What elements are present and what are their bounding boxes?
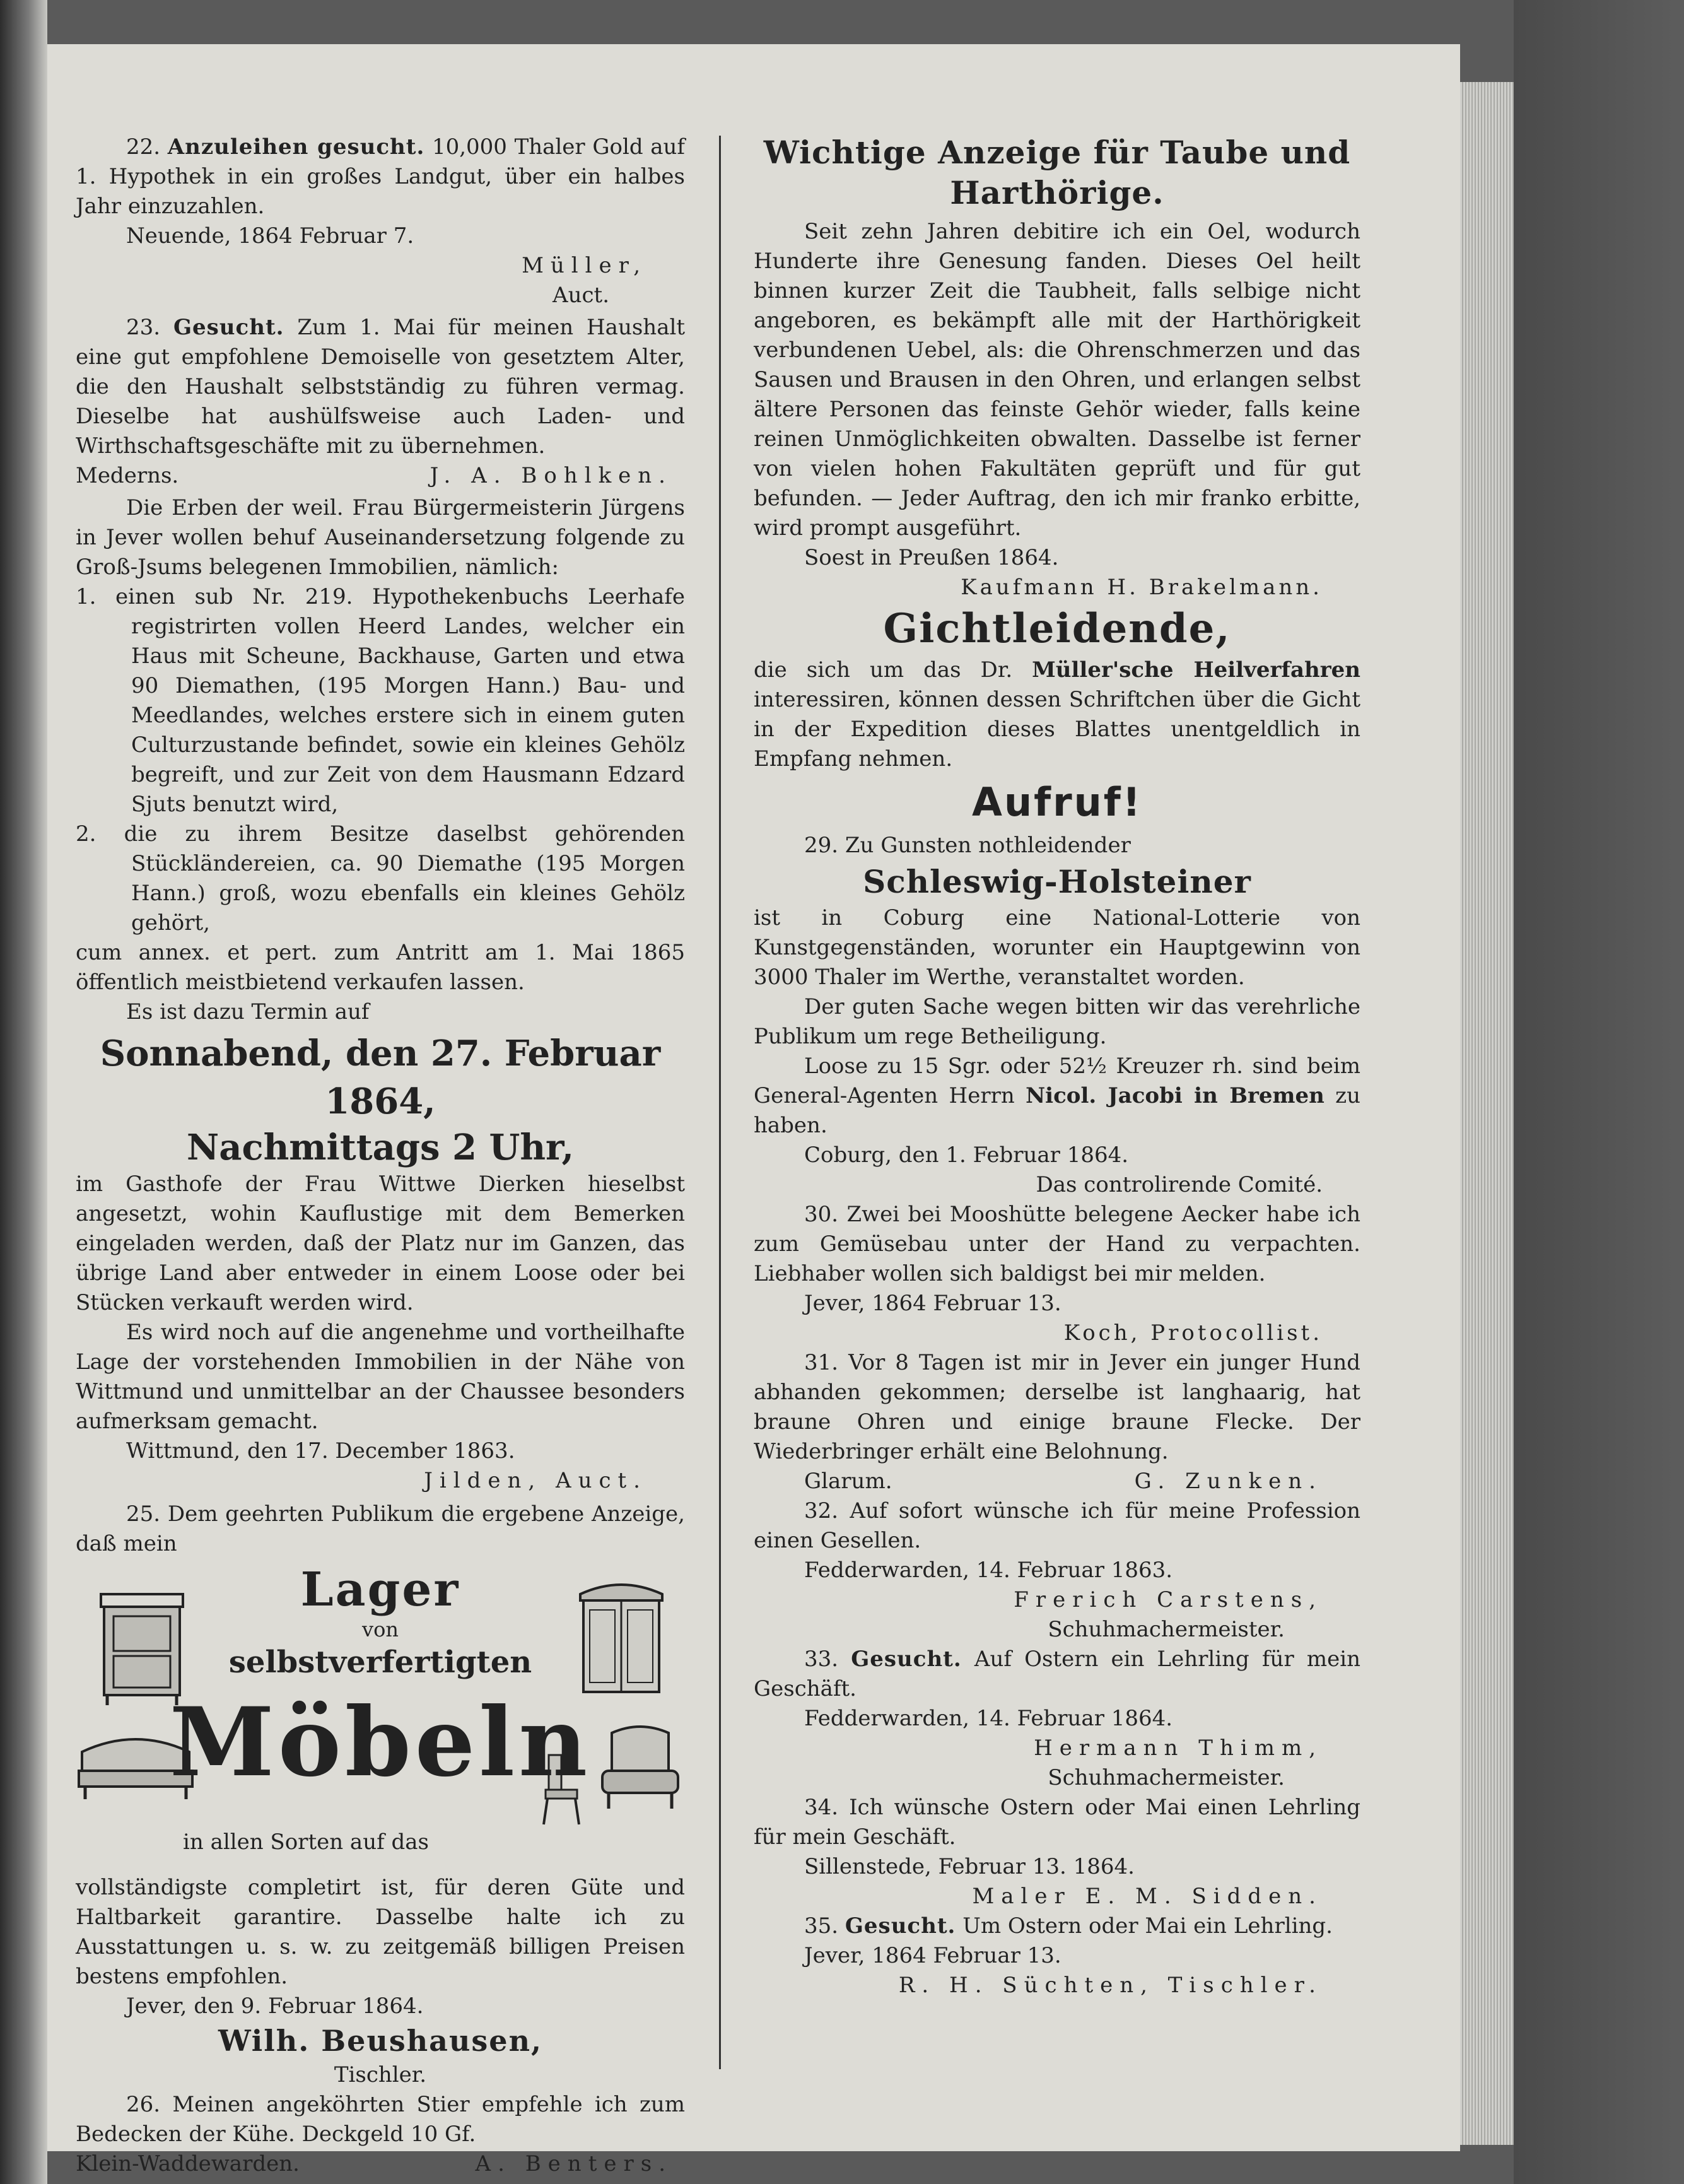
gout-body-a: die sich um das Dr. (754, 657, 1032, 683)
ad-place: Glarum. (804, 1469, 892, 1494)
auction-time-headline: Nachmittags 2 Uhr, (187, 1127, 574, 1168)
column-divider (719, 136, 721, 2069)
ad-32-signer-title: Schuhmachermeister. (1048, 1617, 1285, 1642)
ad-33 (754, 1645, 1360, 1704)
ad-26: 26. Meinen angeköhrten Stier empfehle ich zum Bedecken der Kühe. Deckgeld 10 Gf. (76, 2092, 685, 2147)
ad-body: Auf Ostern ein Lehrling für mein Geschäft. (754, 1647, 1360, 1701)
ad-number: 33. (804, 1647, 839, 1672)
ad-35-date: Jever, 1864 Februar 13. (804, 1943, 1061, 1968)
ad-29-body-2: Der guten Sache wegen bitten wir das verehrliche Publikum um rege Betheiligung. (754, 994, 1360, 1049)
ad-32-date: Fedderwarden, 14. Februar 1863. (804, 1558, 1173, 1583)
ad-signer: A. Benters. (475, 2151, 672, 2176)
deaf-ad-signer: Kaufmann H. Brakelmann. (961, 575, 1323, 600)
gout-ad-title: Gichtleidende, (883, 605, 1231, 652)
ad-place: Klein-Waddewarden. (76, 2151, 300, 2176)
ad-selbst-headline: selbstverfertigten (228, 1645, 532, 1680)
ad-29-body-3 (754, 1052, 1360, 1141)
gout-body-c: interessiren, können dessen Schriftchen über die Gicht in der Expedition dieses Blattes unentgeldlich in Empfang nehmen. (754, 687, 1360, 772)
ad-body: 10,000 Thaler Gold auf 1. Hypothek in ein großes Landgut, über ein halbes Jahr einzuzahlen. (76, 134, 685, 219)
appeal-title: Aufruf! (971, 779, 1143, 825)
ad-29-date: Coburg, den 1. Februar 1864. (804, 1142, 1129, 1168)
auction-body-2: im Gasthofe der Frau Wittwe Dierken hieselbst angesetzt, wohin Kauflustige mit dem Bemerken eingeladen werden, daß der Platz nur im Ganzen, das übrige Land aber entweder in einem Loose oder bei Stücken verkauft werden wird. (76, 1171, 685, 1315)
ad-body: Um Ostern oder Mai ein Lehrling. (962, 1913, 1333, 1939)
ad-29-body: ist in Coburg eine National-Lotterie von Kunstgegenständen, worunter ein Hauptgewinn von 3000 Thaler im Werthe, veranstaltet worden. (754, 905, 1360, 990)
ad-signer: G. Zunken. (1134, 1469, 1323, 1494)
ad-30-signer: Koch, Protocollist. (1063, 1320, 1323, 1346)
ad-26-footer (76, 2149, 685, 2179)
ad-heading: Anzuleihen gesucht. (167, 134, 425, 160)
ad-tail-text: in allen Sorten auf das (183, 1829, 429, 1855)
auction-termin: Es ist dazu Termin auf (126, 999, 370, 1024)
ad-29-heading: Schleswig-Holsteiner (863, 863, 1251, 900)
ad-29-body-3c: zu haben. (754, 1083, 1360, 1138)
ad-22 (76, 132, 685, 221)
ad-31-footer (754, 1467, 1360, 1496)
ad-32: 32. Auf sofort wünsche ich für meine Profession einen Gesellen. (754, 1498, 1360, 1553)
deaf-ad-title: Wichtige Anzeige für Taube und Harthörige. (763, 134, 1351, 211)
right-column (754, 132, 1360, 2000)
ad-von-text: von (362, 1617, 399, 1641)
background-right (1514, 0, 1684, 2184)
ad-heading: Gesucht. (845, 1913, 956, 1939)
auction-intro: Die Erben der weil. Frau Bürgermeisterin Jürgens in Jever wollen behuf Auseinandersetzung folgende zu Groß-Jsums belegenen Immobilien, nämlich: (76, 495, 685, 580)
auction-date: Wittmund, den 17. December 1863. (126, 1438, 515, 1464)
auction-item-2: 2. die zu ihrem Besitze daselbst gehörenden Stückländereien, ca. 90 Diemathe (195 Morgen Hann.) groß, wozu ebenfalls ein kleines Gehölz gehört, (76, 821, 685, 936)
ad-29-intro: 29. Zu Gunsten nothleidender (804, 833, 1131, 858)
ad-number: 22. (126, 134, 161, 160)
ad-25-signer-title: Tischler. (334, 2062, 427, 2087)
ad-29-body-3b: Nicol. Jacobi in Bremen (1026, 1083, 1324, 1108)
ad-22-signer-title: Auct. (553, 283, 609, 308)
auction-cont: cum annex. et pert. zum Antritt am 1. Mai 1865 öffentlich meistbietend verkaufen lassen. (76, 940, 685, 995)
gout-ad-body (754, 655, 1360, 774)
ad-25-body: vollständigste completirt ist, für deren Güte und Haltbarkeit garantire. Dasselbe halte ich zu Ausstattungen u. s. w. zu zeitgemäß billigen Preisen bestens empfohlen. (76, 1875, 685, 1989)
ad-number: 35. (804, 1913, 839, 1939)
ad-place: Mederns. (76, 463, 179, 488)
ad-signer: J. A. Bohlken. (430, 463, 672, 488)
ad-34: 34. Ich wünsche Ostern oder Mai einen Lehrling für mein Geschäft. (754, 1795, 1360, 1850)
gout-body-b: Müller'sche Heilverfahren (1032, 657, 1360, 683)
page-edges (1460, 82, 1514, 2145)
ad-34-date: Sillenstede, Februar 13. 1864. (804, 1854, 1135, 1879)
auction-date-headline: Sonnabend, den 27. Februar 1864, (100, 1033, 661, 1122)
ad-heading: Gesucht. (173, 315, 284, 340)
auction-body-3: Es wird noch auf die angenehme und vortheilhafte Lage der vorstehenden Immobilien in der Nähe von Wittmund und unmittelbar an der Chaussee besonders aufmerksam gemacht. (76, 1320, 685, 1434)
ad-35 (754, 1911, 1360, 1941)
ad-30-date: Jever, 1864 Februar 13. (804, 1291, 1061, 1316)
ad-29-body-3a: Loose zu 15 Sgr. oder 52½ Kreuzer rh. sind beim General-Agenten Herrn (754, 1054, 1360, 1108)
ad-22-date: Neuende, 1864 Februar 7. (126, 223, 414, 249)
ad-34-signer: Maler E. M. Sidden. (972, 1884, 1323, 1909)
ad-25-intro: 25. Dem geehrten Publikum die ergebene Anzeige, daß mein (76, 1501, 685, 1556)
ad-23-footer (76, 461, 685, 491)
ad-29-signer: Das controlirende Comité. (1036, 1172, 1323, 1197)
auction-item-1: 1. einen sub Nr. 219. Hypothekenbuchs Leerhafe registrirten vollen Heerd Landes, welcher ein Haus mit Scheune, Backhause, Garten und etwa 90 Diemathen, (195 Morgen Hann.) Bau- und Meedlandes, welches erstere sich in einem guten Culturzustande befindet, sowie ein kleines Gehölz begreift, und zur Zeit von dem Hausmann Edzard Sjuts benutzt wird, (76, 584, 685, 817)
deaf-ad-body: Seit zehn Jahren debitire ich ein Oel, wodurch Hunderte ihre Genesung fanden. Dieses Oel heilt binnen kurzer Zeit die Taubheit, falls selbige nicht angeboren, es bekämpft alle mit der Harthörigkeit verbundenen Uebel, als: die Ohrenschmerzen und das Sausen und Brausen in den Ohren, und erlangen selbst ältere Personen das feinste Gehör wieder, falls keine reinen Unmöglichkeiten obwalten. Dasselbe ist ferner von vielen hohen Fakultäten geprüft und für gut befunden. — Jeder Auftrag, den ich mir franko erbitte, wird prompt ausgeführt. (754, 219, 1360, 541)
furniture-ad (76, 1563, 685, 1859)
ad-body: Zum 1. Mai für meinen Haushalt eine gut empfohlene Demoiselle von gesetztem Alter, die den Haushalt selbstständig zu führen vermag. Dieselbe hat aushülfsweise auch Laden- und Wirthschaftsgeschäfte mit zu übernehmen. (76, 315, 686, 459)
ad-32-signer: Frerich Carstens, (1014, 1587, 1323, 1612)
ad-lager-headline: Lager (300, 1563, 460, 1617)
ad-35-signer: R. H. Süchten, Tischler. (898, 1973, 1323, 1998)
deaf-ad-date: Soest in Preußen 1864. (804, 545, 1059, 570)
ad-heading: Gesucht. (851, 1647, 962, 1672)
auction-signer: Jilden, Auct. (424, 1468, 647, 1493)
left-column (76, 132, 685, 2179)
ad-25-date: Jever, den 9. Februar 1864. (126, 1993, 424, 2019)
ad-22-signer: Müller, (522, 253, 647, 278)
ad-33-date: Fedderwarden, 14. Februar 1864. (804, 1706, 1173, 1731)
ad-31: 31. Vor 8 Tagen ist mir in Jever ein junger Hund abhanden gekommen; derselbe ist langhaarig, hat braune Ohren und einige braune Flecke. Der Wiederbringer erhält eine Belohnung. (754, 1350, 1360, 1464)
ad-30: 30. Zwei bei Mooshütte belegene Aecker habe ich zum Gemüsebau unter der Hand zu verpachten. Liebhaber wollen sich baldigst bei mir melden. (754, 1202, 1360, 1286)
ad-25-signer: Wilh. Beushausen, (218, 2024, 543, 2058)
book-spine-left (0, 0, 47, 2184)
ad-number: 23. (126, 315, 161, 340)
ad-33-signer-title: Schuhmachermeister. (1048, 1765, 1285, 1790)
ad-33-signer: Hermann Thimm, (1034, 1735, 1323, 1761)
ad-moebeln-headline: Möbeln (169, 1687, 592, 1798)
ad-23 (76, 313, 685, 461)
